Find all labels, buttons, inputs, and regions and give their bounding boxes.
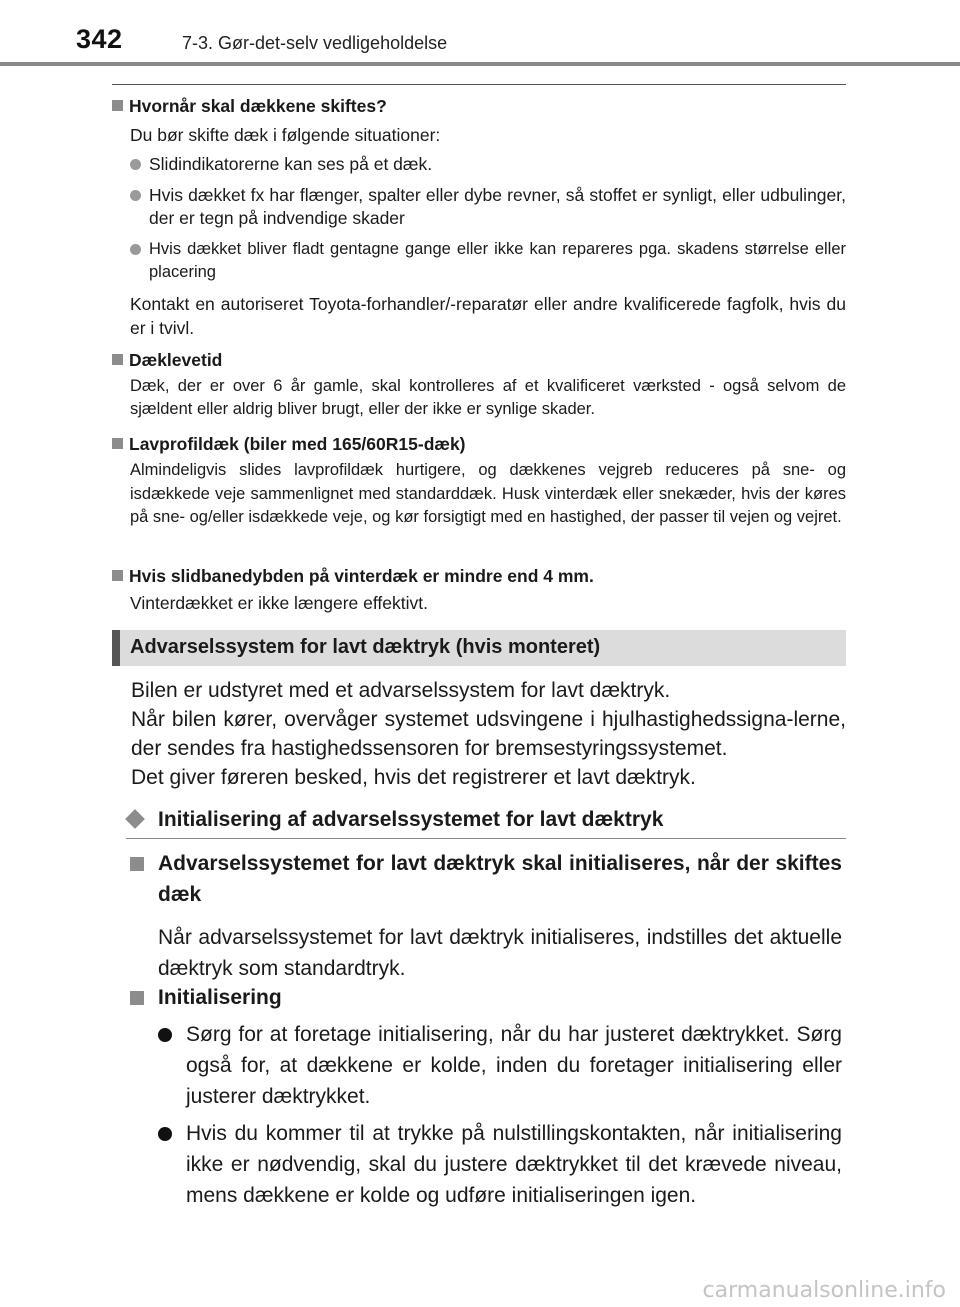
paragraph: Du bør skifte dæk i følgende situationer: — [130, 125, 441, 145]
intro-line: Det giver føreren besked, hvis det registrerer et lavt dæktryk. — [131, 766, 696, 789]
section-heading: Hvornår skal dækkene skiftes? — [112, 96, 846, 117]
paragraph: Kontakt en autoriseret Toyota-forhandler/-reparatør eller andre kvalificerede fagfolk, hvis du er i tvivl. — [130, 294, 846, 338]
intro-line: Når bilen kører, overvåger systemet udsvingene i hjulhastighedssigna-lerne, der sendes fra hastighedssensoren for bremsestyringssystemet. — [131, 708, 846, 760]
square-bullet-icon — [112, 100, 123, 111]
section-bar-edge — [112, 630, 120, 666]
paragraph: Almindeligvis slides lavprofildæk hurtigere, og dækkenes vejgreb reduceres på sne- og isdækkede veje sammenlignet med standarddæk. Husk vinterdæk eller snekæder, hvis der køres på sne- og/eller isdækkede veje, og kør forsigtigt med en hastighed, der passer til vejen og vejret. — [130, 461, 846, 526]
section-heading: Dæklevetid — [112, 350, 846, 371]
section-when-change — [112, 96, 846, 340]
paragraph: Dæk, der er over 6 år gamle, skal kontrolleres af et kvalificeret værksted - også selvom de sjældent eller aldrig bliver brugt, eller der ikke er synlige skader. — [130, 377, 846, 418]
section-title-bar — [112, 630, 846, 666]
header-rule — [0, 62, 960, 66]
chapter-title: 7-3. Gør-det-selv vedligeholdelse — [182, 33, 448, 53]
square-bullet-icon — [112, 570, 123, 581]
list-item: Hvis dækket bliver fladt gentagne gange eller ikke kan repareres pga. skadens størrelse eller placering — [130, 238, 846, 284]
circle-bullet-icon — [130, 244, 141, 255]
page-header — [0, 0, 960, 70]
section-init — [130, 982, 842, 1211]
section-when-init — [130, 848, 842, 984]
section-title: Advarselssystem for lavt dæktryk (hvis monteret) — [130, 636, 601, 658]
sub-heading-rule — [126, 838, 846, 839]
list-item: Sørg for at foretage initialisering, når du har justeret dæktrykket. Sørg også for, at dækkene er kolde, inden du foretager initialisering eller justerer dæktrykket. — [158, 1019, 842, 1112]
square-bullet-icon — [112, 438, 123, 449]
square-bullet-icon — [130, 857, 144, 871]
section-heading: Advarselssystemet for lavt dæktryk skal initialiseres, når der skiftes dæk — [130, 848, 842, 910]
page-number: 342 — [76, 24, 123, 54]
circle-bullet-icon — [130, 159, 141, 170]
list-item: Hvis du kommer til at trykke på nulstillingskontakten, når initialisering ikke er nødvendig, skal du justere dæktrykket til det krævede niveau, mens dækkene er kolde og udføre initialiseringen igen. — [158, 1118, 842, 1211]
square-bullet-icon — [130, 991, 144, 1005]
square-bullet-icon — [112, 354, 123, 365]
list-item: Slidindikatorerne kan ses på et dæk. — [130, 153, 846, 176]
watermark: carmanualsonline.info — [702, 1278, 946, 1303]
paragraph: Vinterdækket er ikke længere effektivt. — [130, 593, 428, 613]
section-low-profile — [112, 434, 846, 530]
intro-line: Bilen er udstyret med et advarselssystem for lavt dæktryk. — [131, 679, 671, 702]
circle-bullet-icon — [158, 1028, 172, 1042]
section-winter — [112, 566, 846, 615]
section-lifetime — [112, 350, 846, 421]
section-heading: Lavprofildæk (biler med 165/60R15-dæk) — [112, 434, 846, 455]
circle-bullet-icon — [158, 1127, 172, 1141]
divider — [112, 84, 846, 85]
section-heading: Hvis slidbanedybden på vinterdæk er mindre end 4 mm. — [112, 566, 846, 587]
section-heading: Initialisering — [130, 982, 842, 1013]
paragraph: Når advarselssystemet for lavt dæktryk initialiseres, indstilles det aktuelle dæktryk som standardtryk. — [158, 926, 842, 980]
intro-paragraph — [131, 676, 846, 792]
diamond-icon — [125, 809, 145, 829]
sub-heading: Initialisering af advarselssystemet for lavt dæktryk — [126, 806, 846, 838]
list-item: Hvis dækket fx har flænger, spalter eller dybe revner, så stoffet er synligt, eller udbulinger, der er tegn på indvendige skader — [130, 184, 846, 230]
circle-bullet-icon — [130, 190, 141, 201]
